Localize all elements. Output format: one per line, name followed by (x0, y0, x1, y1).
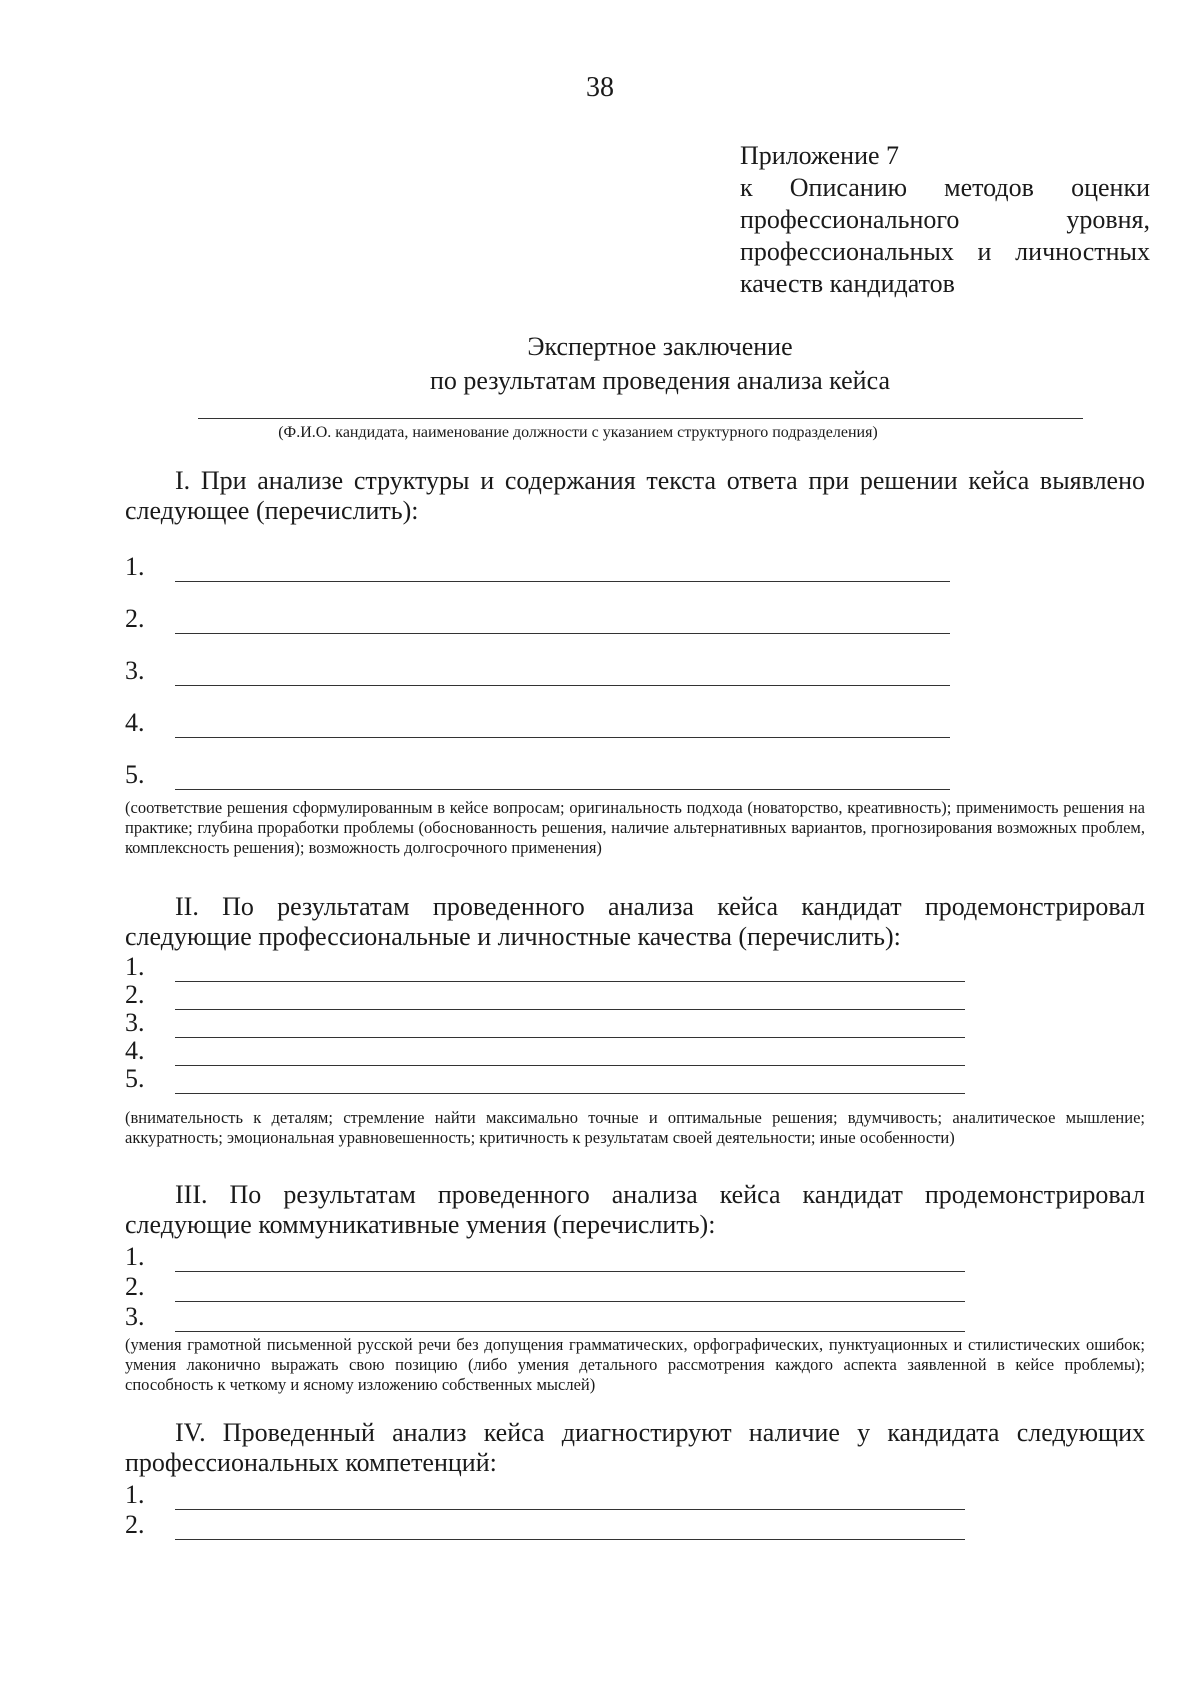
list-item (125, 634, 1145, 686)
item-number: 4. (125, 708, 145, 737)
section-1 (125, 466, 1145, 790)
item-number: 3. (125, 1008, 145, 1037)
list-item (125, 1480, 1145, 1510)
answer-line[interactable] (175, 715, 950, 738)
appendix-reference-line: качеств кандидатов (740, 269, 955, 298)
answer-line[interactable] (175, 1071, 965, 1094)
section-3 (125, 1180, 1145, 1332)
section-4-list (125, 1480, 1145, 1540)
item-number: 4. (125, 1036, 145, 1065)
list-item (125, 686, 1145, 738)
list-item (125, 1066, 1145, 1094)
section-1-heading: I. При анализе структуры и содержания текста ответа при решении кейса выявлено следующее (перечислить): (125, 466, 1145, 525)
answer-line[interactable] (175, 1043, 965, 1066)
list-item (125, 1272, 1145, 1302)
item-number: 3. (125, 656, 145, 685)
appendix-reference-line: профессионального уровня, (740, 205, 1150, 234)
section-4-heading: IV. Проведенный анализ кейса диагностируют наличие у кандидата следующих профессиональных компетенций: (125, 1418, 1145, 1477)
list-item (125, 982, 1145, 1010)
item-number: 3. (125, 1302, 145, 1331)
list-item (125, 530, 1145, 582)
answer-line[interactable] (175, 767, 950, 790)
candidate-name-caption: (Ф.И.О. кандидата, наименование должности с указанием структурного подразделения) (278, 424, 878, 441)
answer-line[interactable] (175, 611, 950, 634)
title-line: по результатам проведения анализа кейса (430, 366, 890, 395)
appendix-reference-line: профессиональных и личностных (740, 237, 1150, 266)
item-number: 1. (125, 1242, 145, 1271)
item-number: 5. (125, 1064, 145, 1093)
candidate-name-field[interactable] (198, 418, 1083, 419)
appendix-header (740, 140, 1150, 300)
section-4 (125, 1418, 1145, 1540)
list-item (125, 1010, 1145, 1038)
item-number: 2. (125, 1272, 145, 1301)
item-number: 1. (125, 952, 145, 981)
section-2-list (125, 954, 1145, 1094)
section-1-note: (соответствие решения сформулированным в кейсе вопросам; оригинальность подхода (новаторство, креативность); применимость решения на практике; глубина проработки проблемы (обоснованность решения, наличие альтернативных вариантов, прогнозирования возможных проблем, комплексность решения); возможность долгосрочного применения) (125, 798, 1145, 857)
answer-line[interactable] (175, 559, 950, 582)
item-number: 2. (125, 980, 145, 1009)
item-number: 2. (125, 1510, 145, 1539)
answer-line[interactable] (175, 1015, 965, 1038)
list-item (125, 1302, 1145, 1332)
section-3-note: (умения грамотной письменной русской речи без допущения грамматических, орфографических, пунктуационных и стилистических ошибок; умения лаконично выражать свою позицию (либо умения детального рассмотрения каждого аспекта заявленной в кейсе проблемы); способность к четкому и ясному изложению собственных мыслей) (125, 1335, 1145, 1394)
answer-line[interactable] (175, 1309, 965, 1332)
section-3-heading: III. По результатам проведенного анализа кейса кандидат продемонстрировал следующие коммуникативные умения (перечислить): (125, 1180, 1145, 1239)
section-2-heading: II. По результатам проведенного анализа кейса кандидат продемонстрировал следующие профессиональные и личностные качества (перечислить): (125, 892, 1145, 951)
appendix-number: Приложение 7 (740, 141, 900, 170)
title-line: Экспертное заключение (527, 332, 793, 361)
answer-line[interactable] (175, 987, 965, 1010)
answer-line[interactable] (175, 663, 950, 686)
document-title (380, 330, 940, 398)
list-item (125, 1038, 1145, 1066)
answer-line[interactable] (175, 959, 965, 982)
list-item (125, 738, 1145, 790)
section-2 (125, 892, 1145, 1094)
item-number: 1. (125, 1480, 145, 1509)
list-item (125, 1510, 1145, 1540)
item-number: 5. (125, 760, 145, 789)
item-number: 2. (125, 604, 145, 633)
section-2-note: (внимательность к деталям; стремление найти максимально точные и оптимальные решения; вдумчивость; аналитическое мышление; аккуратность; эмоциональная уравновешенность; критичность к результатам своей деятельности; иные особенности) (125, 1108, 1145, 1147)
appendix-reference-line: к Описанию методов оценки (740, 173, 1150, 202)
answer-line[interactable] (175, 1487, 965, 1510)
answer-line[interactable] (175, 1517, 965, 1540)
item-number: 1. (125, 552, 145, 581)
section-3-list (125, 1242, 1145, 1332)
page-number: 38 (586, 72, 614, 103)
list-item (125, 582, 1145, 634)
list-item (125, 954, 1145, 982)
section-1-list (125, 530, 1145, 790)
list-item (125, 1242, 1145, 1272)
answer-line[interactable] (175, 1249, 965, 1272)
answer-line[interactable] (175, 1279, 965, 1302)
